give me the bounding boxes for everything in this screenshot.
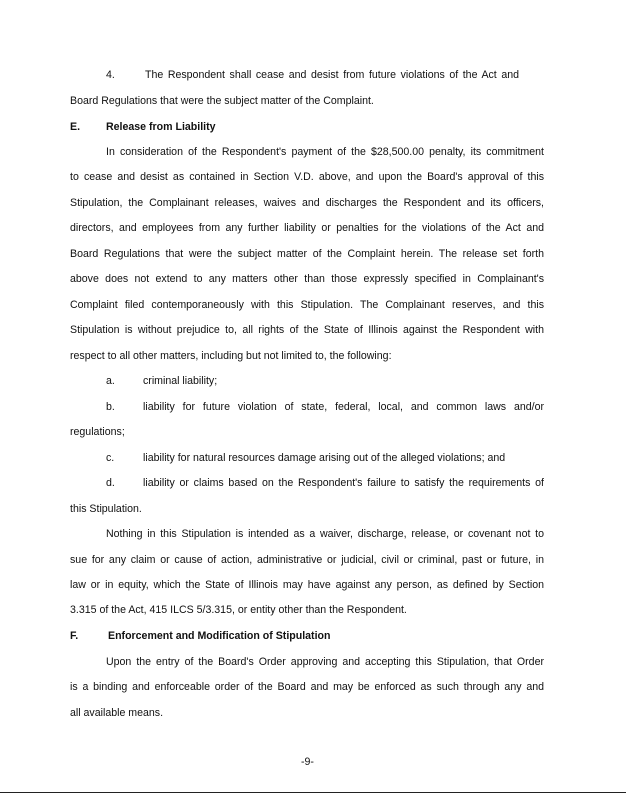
section-e-para1-line-6: above does not extend to any matters other than those expressly specified in Complainant's [70, 273, 544, 285]
list-item-d-line-2: this Stipulation. [70, 503, 142, 515]
list-item-b-marker: b. [106, 401, 115, 413]
list-item-a-text: criminal liability; [143, 375, 218, 387]
list-item-a-marker: a. [106, 375, 115, 387]
item-4-marker: 4. [106, 69, 115, 81]
section-e-para1-line-5: Board Regulations that were the subject matter of the Complaint herein. The release set forth [70, 248, 544, 260]
section-f-marker: F. [70, 630, 79, 642]
section-e-heading: Release from Liability [106, 121, 216, 133]
section-e-para2-line-4: 3.315 of the Act, 415 ILCS 5/3.315, or entity other than the Respondent. [70, 604, 407, 616]
section-e-para1-line-7: Complaint filed contemporaneously with this Stipulation. The Complainant reserves, and this [70, 299, 544, 311]
section-e-para2-line-3: law or in equity, which the State of Illinois may have against any person, as defined by Section [70, 579, 544, 591]
section-e-para2-line-2: sue for any claim or cause of action, administrative or judicial, civil or criminal, past or future, in [70, 554, 544, 566]
list-item-d-marker: d. [106, 477, 115, 489]
list-item-c-marker: c. [106, 452, 115, 464]
section-e-para1-line-1: In consideration of the Respondent's payment of the $28,500.00 penalty, its commitment [106, 146, 544, 158]
item-4-line-2: Board Regulations that were the subject matter of the Complaint. [70, 95, 374, 107]
section-e-marker: E. [70, 121, 81, 133]
section-e-para1-line-2: to cease and desist as contained in Section V.D. above, and upon the Board's approval of this [70, 171, 544, 183]
section-f-para1-line-3: all available means. [70, 707, 164, 719]
section-e-para1-line-3: Stipulation, the Complainant releases, waives and discharges the Respondent and its officers, [70, 197, 544, 209]
section-e-para1-line-9: respect to all other matters, including but not limited to, the following: [70, 350, 392, 362]
list-item-b-line-2: regulations; [70, 426, 125, 438]
item-4-line-1: The Respondent shall cease and desist from future violations of the Act and [145, 69, 519, 81]
page-number: -9- [301, 756, 314, 768]
bottom-rule [0, 792, 626, 793]
section-f-heading: Enforcement and Modification of Stipulation [108, 630, 331, 642]
section-f-para1-line-2: is a binding and enforceable order of the Board and may be enforced as such through any and [70, 681, 544, 693]
section-f-para1-line-1: Upon the entry of the Board's Order approving and accepting this Stipulation, that Order [106, 656, 544, 668]
section-e-para1-line-4: directors, and employees from any further liability or penalties for the violations of the Act and [70, 222, 544, 234]
list-item-c-text: liability for natural resources damage arising out of the alleged violations; and [143, 452, 506, 464]
list-item-b-line-1: liability for future violation of state, federal, local, and common laws and/or [143, 401, 544, 413]
section-e-para1-line-8: Stipulation is without prejudice to, all rights of the State of Illinois against the Respondent with [70, 324, 544, 336]
section-e-para2-line-1: Nothing in this Stipulation is intended as a waiver, discharge, release, or covenant not to [106, 528, 544, 540]
list-item-d-line-1: liability or claims based on the Respondent's failure to satisfy the requirements of [143, 477, 544, 489]
